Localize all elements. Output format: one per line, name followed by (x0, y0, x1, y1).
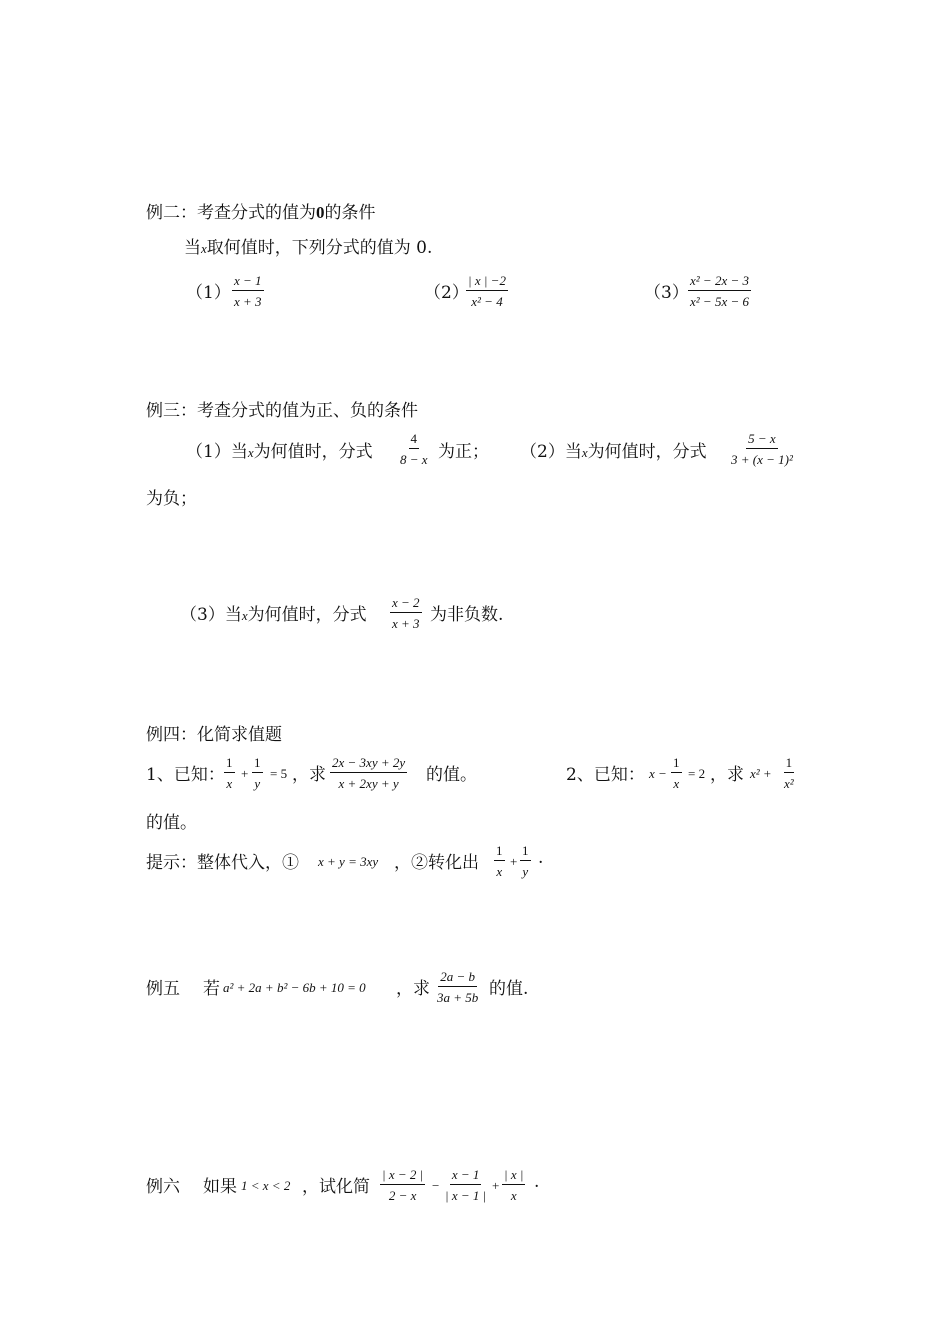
numerator: x − 1 (450, 1168, 482, 1185)
ex6-prefix: 如果 (203, 1177, 237, 1197)
numerator: 1 (252, 756, 263, 773)
ex4-p2-suffix: 的值。 (146, 813, 197, 833)
denominator: 2 − x (388, 1188, 417, 1203)
q2-variable: x (581, 445, 588, 460)
intro-suffix: 取何值时，下列分式的值为 0. (206, 238, 433, 258)
ex6-fraction-1 (380, 1168, 425, 1202)
q1-prefix: （1）当 (186, 442, 248, 462)
ex4-p2-x-squared-plus: x² + (750, 766, 772, 781)
ex4-p2-prefix: 2、已知： (566, 765, 645, 785)
numerator: 4 (409, 432, 420, 449)
ex2-item1-fraction (232, 274, 264, 308)
ex4-hint-frac-1-over-x (494, 844, 505, 878)
ex4-p2-frac-1-over-x (671, 756, 682, 790)
numerator: 1 (224, 756, 235, 773)
intro-variable: x (201, 241, 207, 256)
numerator: 5 − x (746, 432, 778, 449)
ex4-hint-suffix: . (538, 848, 544, 868)
denominator: | x − 1 | (445, 1188, 487, 1203)
example-2-heading-zero: 0 (316, 203, 325, 222)
ex5-equation: a² + 2a + b² − 6b + 10 = 0 (223, 980, 366, 995)
ex4-p1-plus: + (241, 766, 249, 781)
numerator: 1 (494, 844, 505, 861)
ex6-condition: 1 < x < 2 (241, 1178, 291, 1193)
ex6-suffix: . (534, 1172, 540, 1192)
example-2-heading (146, 198, 376, 223)
ex3-q2-text (520, 437, 707, 462)
q3-variable: x (241, 608, 248, 623)
q1-middle: 为何值时，分式 (253, 442, 373, 462)
ex4-p2-x-minus: x − (649, 766, 667, 781)
denominator: y (522, 864, 529, 879)
denominator: x² (784, 776, 794, 791)
ex2-item2-label: （2） (424, 283, 469, 303)
q1-variable: x (247, 445, 254, 460)
ex4-p1-target-fraction (330, 756, 407, 790)
denominator: x (226, 776, 233, 791)
denominator: 3 + (x − 1)² (731, 452, 793, 467)
ex4-hint-frac-1-over-y (520, 844, 531, 878)
ex6-plus: + (492, 1178, 500, 1193)
q3-middle: 为何值时，分式 (247, 605, 367, 625)
ex5-suffix: 的值. (489, 979, 529, 999)
numerator: x² − 2x − 3 (688, 274, 751, 291)
ex4-p2-frac-1-over-x2 (782, 756, 796, 790)
ex4-p1-equals: = 5 (270, 766, 288, 781)
ex2-item1-label: （1） (186, 283, 231, 303)
ex6-minus: − (432, 1178, 440, 1193)
denominator: x² − 4 (471, 294, 503, 309)
intro-prefix: 当 (184, 238, 201, 258)
q2-prefix: （2）当 (520, 442, 582, 462)
denominator: x + 3 (234, 294, 262, 309)
ex4-p1-prefix: 1、已知： (146, 765, 225, 785)
ex3-q3-text (180, 600, 367, 625)
denominator: x (496, 864, 503, 879)
ex2-item3-fraction (688, 274, 751, 308)
ex4-p1-suffix: 的值。 (426, 765, 477, 785)
ex4-p1-ask: ，求 (292, 765, 326, 785)
numerator: 1 (784, 756, 795, 773)
numerator: | x − 2 | (380, 1168, 425, 1185)
numerator: x − 2 (390, 596, 422, 613)
denominator: x + 2xy + y (338, 776, 399, 791)
ex4-hint-plus: + (510, 854, 518, 869)
ex3-q1-fraction (398, 432, 430, 466)
numerator: 1 (520, 844, 531, 861)
ex3-q2-suffix: 为负； (146, 489, 197, 509)
denominator: 3a + 5b (437, 990, 479, 1005)
ex6-fraction-3 (502, 1168, 525, 1202)
ex4-hint-prefix: 提示：整体代入，① (146, 853, 299, 873)
numerator: | x | −2 (466, 274, 508, 291)
ex5-ask: ，求 (396, 979, 430, 999)
denominator: x (673, 776, 680, 791)
denominator: y (254, 776, 261, 791)
denominator: x + 3 (392, 616, 420, 631)
ex4-p1-frac-1-over-x (224, 756, 235, 790)
ex3-q3-suffix: 为非负数. (430, 605, 504, 625)
ex4-hint-equation: x + y = 3xy (318, 854, 379, 869)
ex3-q1-text (186, 437, 373, 462)
ex4-p1-frac-1-over-y (252, 756, 263, 790)
numerator: | x | (502, 1168, 525, 1185)
example-2-heading-tail: 的条件 (324, 203, 376, 223)
example-6-heading: 例六 (146, 1177, 180, 1197)
ex5-prefix: 若 (203, 979, 220, 999)
ex6-middle: ，试化简 (302, 1177, 370, 1197)
example-4-heading: 例四：化简求值题 (146, 725, 282, 745)
numerator: 2a − b (438, 970, 477, 987)
ex3-q1-suffix: 为正； (438, 442, 489, 462)
ex2-item2-fraction (466, 274, 508, 308)
example-3-heading: 例三：考查分式的值为正、负的条件 (146, 401, 418, 421)
numerator: 1 (671, 756, 682, 773)
ex4-hint-middle: ，②转化出 (394, 853, 479, 873)
q2-middle: 为何值时，分式 (587, 442, 707, 462)
ex4-p2-ask: ，求 (710, 765, 744, 785)
numerator: x − 1 (232, 274, 264, 291)
denominator: 8 − x (400, 452, 428, 467)
denominator: x (510, 1188, 517, 1203)
ex5-fraction (435, 970, 480, 1004)
example-2-heading-text: 例二：考查分式的值为 (146, 203, 316, 223)
denominator: x² − 5x − 6 (690, 294, 749, 309)
ex4-p2-equals: = 2 (688, 766, 706, 781)
q3-prefix: （3）当 (180, 605, 242, 625)
ex2-item3-label: （3） (644, 283, 689, 303)
ex3-q3-fraction (390, 596, 422, 630)
numerator: 2x − 3xy + 2y (330, 756, 407, 773)
example-5-heading: 例五 (146, 979, 180, 999)
ex3-q2-fraction (729, 432, 795, 466)
ex6-fraction-2 (443, 1168, 488, 1202)
example-2-intro (184, 233, 432, 258)
